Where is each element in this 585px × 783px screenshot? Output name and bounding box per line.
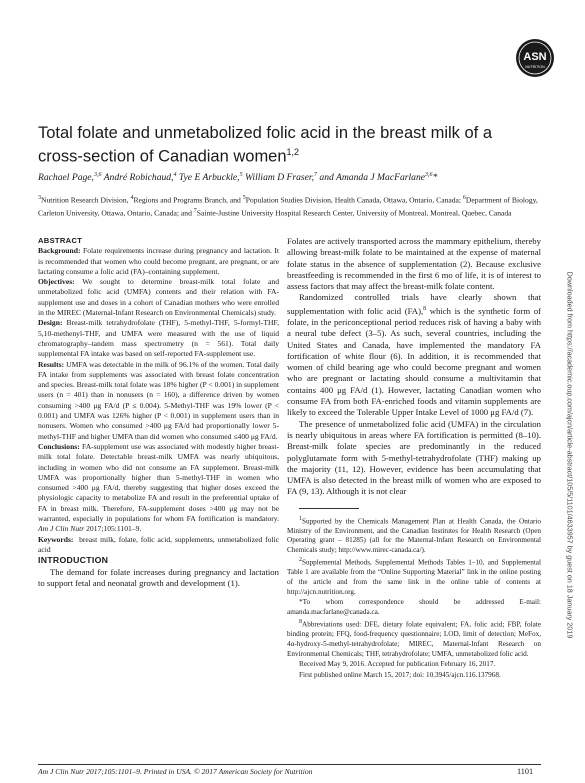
affil-sup: 6 — [462, 195, 466, 201]
abstract-label: Background: — [38, 246, 81, 256]
author-list — [38, 169, 558, 184]
author-affil-sup: 3,6 — [425, 172, 433, 178]
footnotes — [287, 515, 541, 681]
affil-text: Department of Biology, Carleton University, Ottawa, Ontario, Canada; and — [38, 195, 538, 218]
body-text-span: Randomized controlled trials have clearly shown that supplementation with folic acid (FA), — [287, 292, 541, 316]
body-paragraph: The presence of unmetabolized folic acid (UMFA) in the circulation is nearly ubiquitous in areas where FA fortification is permitted (8–10). Breast-milk folate species are predominantly in the reduced polyglutamate form with 5-methyl-tetrahydrofolate (THF) making up the majority (11, 12). However, evidence has been accumulating that UMFA is also detected in the breast milk of women who are exposed to FA (9, 13). Although it is not clear — [287, 418, 541, 497]
introduction — [38, 555, 279, 589]
body-text-span: which is the synthetic form of folate, in the periconceptional period reduces risk of having a baby with a neural tube defect (3–5). As such, several countries, including the United States and Canada, have implemented the mandatory FA fortification of white flour (6). In addition, it is recommended that women of child bearing age who could become pregnant and women who are pregnant or lactating should consume a multivitamin that contains 400 μg FA/d (1). However, lactating Canadian women who consume FA from both FA-enriched foods and vitamin supplements are likely to exceed the Tolerable Upper Intake Level of 1000 μg FA/d (7). — [287, 305, 541, 418]
author-affil-sup: 3,6 — [93, 172, 102, 178]
author-name: Rachael Page, — [38, 172, 94, 184]
abstract-citation: Am J Clin Nutr — [38, 524, 85, 534]
footnote-sup: 1 — [299, 515, 302, 522]
footer-citation — [38, 767, 312, 776]
footnote — [287, 618, 541, 659]
abstract-background — [38, 246, 279, 277]
author-name: André Robichaud, — [103, 172, 174, 184]
abstract — [38, 236, 279, 555]
article-title — [38, 124, 528, 167]
abstract-label: Objectives: — [38, 277, 75, 287]
abstract-label: Design: — [38, 318, 63, 328]
footer-divider — [38, 764, 541, 765]
affiliations — [38, 193, 558, 218]
abstract-citation-rest: 2017;105:1101–9. — [84, 524, 142, 534]
author-name: William D Fraser, — [244, 172, 314, 184]
footer-journal: Am J Clin Nutr — [38, 767, 85, 776]
footnote-text: Abbreviations used: DFE, dietary folate equivalent; FA, folic acid; FBP, folate binding protein; FFQ, food-frequency questionnaire; LOD, limit of detection; MeFox, 4α-hydroxy-5-methyl-tetrahydrofolate; MIREC, Maternal-Infant Research on Environmental Chemicals; THF, tetrahydrofolate; UMFA, unmetabolized folic acid. — [287, 620, 541, 658]
footer-info: 2017;105:1101–9. Printed in USA. © 2017 American Society for Nutrition — [84, 767, 313, 776]
body-paragraph — [287, 292, 541, 418]
affil-sup: 3 — [38, 195, 41, 201]
body-paragraph: The demand for folate increases during pregnancy and lactation to support fetal and neonatal growth and development (1). — [38, 566, 279, 588]
published-note: First published online March 15, 2017; doi: 10.3945/ajcn.116.137968. — [299, 670, 501, 679]
affil-text: Nutrition Research Division, — [41, 195, 131, 205]
author-name: Tye E Arbuckle, — [178, 172, 240, 184]
affil-text: Population Studies Division, Health Canada, Ottawa, Ontario, Canada; — [245, 195, 463, 205]
abstract-results — [38, 360, 279, 442]
footnote-text: *To whom correspondence should be addressed E-mail: amanda.macfarlane@canada.ca. — [287, 598, 541, 616]
abstract-design — [38, 318, 279, 359]
footnote-sup: 2 — [299, 557, 302, 564]
received-note: Received May 9, 2016. Accepted for publication February 16, 2017. — [299, 660, 496, 669]
abstract-objectives — [38, 277, 279, 318]
footnote — [287, 515, 541, 556]
footnote — [287, 598, 541, 617]
logo-text: ASN — [523, 51, 547, 63]
abstract-label: Conclusions: — [38, 441, 80, 451]
left-column — [38, 236, 279, 589]
page-number: 1101 — [517, 767, 534, 776]
footnote-sup: 8 — [299, 619, 302, 626]
abstract-text: UMFA was detectable in the milk of 96.1% of the women. Total daily FA intake from supplements was associated with breast folate concentration and species. Breast-milk total folate was 18% higher (P < 0.001) in supplement users (n = 401) than in nonusers (n = 160), a difference driven by women consuming >400 μg FA/d (P ≤ 0.004). 5-Methyl-THF was 19% lower (P < 0.001) and UMFA was 126% higher (P < 0.001) in supplement users than in nonusers. Women who consumed >400 μg FA/d had proportionally lower 5-methyl-THF and higher UMFA than did women who consumed ≤400 μg FA/d. — [38, 359, 279, 441]
affil-text: Sainte-Justine University Hospital Research Center, University of Montreal, Montreal, Quebec, Canada — [196, 208, 512, 218]
logo-subtext: NUTRITION — [525, 65, 545, 69]
keywords-text: breast milk, folate, folic acid, supplements, unmetabolized folic acid — [38, 534, 280, 554]
title-text: Total folate and unmetabolized folic acid in the breast milk of a cross-section of Canadian women — [38, 124, 493, 166]
abstract-heading: ABSTRACT — [38, 236, 83, 245]
abstract-conclusions — [38, 442, 279, 535]
author-affil-sup: 7 — [314, 172, 317, 178]
abstract-text: Breast-milk tetrahydrofolate (THF), 5-methyl-THF, 5-formyl-THF, 5,10-methenyl-THF, and UMFA were measured with the use of liquid chromatography–tandem mass spectrometry (n = 561). Total daily supplemental FA intake was based on self-reported FA-supplement use. — [38, 318, 279, 359]
body-paragraph: Folates are actively transported across the mammary epithelium, thereby allowing breast-milk folate to be maintained at the expense of maternal folate status in the absence of supplementation (2). Because exclusive breastfeeding is recommended in the first 6 mo of life, it is of interest to assess factors that may affect the breast-milk folate content. — [287, 236, 541, 292]
affil-sup: 4 — [130, 195, 134, 201]
author-affil-sup: 4 — [173, 172, 177, 178]
asn-logo-icon — [515, 38, 555, 78]
affil-sup: 7 — [193, 207, 197, 214]
download-sidebar — [563, 150, 577, 760]
corresponding-mark: * — [432, 172, 438, 184]
abstract-text: FA-supplement use was associated with modestly higher breast-milk total folate. Detectable breast-milk UMFA was nearly ubiquitous, including in women who did not consume an FA supplement. Breast-milk UMFA was proportionally higher than 5-methyl-THF in women who consumed >400 μg FA/d, thereby suggesting that higher doses exceed the physiologic capacity to metabolize FA and result in the preferential uptake of FA in breast milk. Therefore, FA-supplement doses >400 μg may not be warranted, especially in populations for whom FA fortification is mandatory. — [38, 441, 279, 524]
keywords-label: Keywords: — [38, 534, 74, 544]
body-text — [287, 236, 541, 498]
footnote-divider — [299, 508, 359, 509]
abstract-text: We sought to determine breast-milk total folate and unmetabolized folic acid (UMFA) contents and their relation with FA-supplement use and doses in a cohort of Canadian mothers who were enrolled in the MIREC (Maternal-Infant Research on Environmental Chemicals) study. — [38, 277, 279, 318]
affil-sup: 5 — [242, 195, 246, 201]
introduction-heading: INTRODUCTION — [38, 555, 109, 566]
abstract-text: Folate requirements increase during pregnancy and lactation. It is recommended that women who could become pregnant, are pregnant, or are lactating consume a folic acid (FA)–containing supplement. — [38, 246, 279, 276]
footnote — [287, 556, 541, 597]
title-footnote-marks: 1,2 — [286, 147, 300, 157]
footnote-ref: 8 — [423, 305, 427, 312]
keywords — [38, 535, 279, 556]
right-column — [287, 236, 541, 681]
author-name: and Amanda J MacFarlane — [319, 172, 426, 184]
download-note: Downloaded from https://academic.oup.com/ajcn/article-abstract/105/5/1101/4633957 by guest on 18 January 2019 — [565, 271, 575, 639]
abstract-label: Results: — [38, 359, 65, 369]
author-affil-sup: 5 — [239, 172, 243, 178]
footnote-text: Supported by the Chemicals Management Plan at Health Canada, the Ontario Ministry of the Environment, and the Canadian Institutes for Health Research (Open Operating grant – 81285) (all for the Maternal-Infant Research on Environmental Chemicals study; http://www.mirec-canada.ca/). — [287, 517, 541, 554]
footnote-text: Supplemental Methods, Supplemental Methods Tables 1–10, and Supplemental Table 1 are available from the “Online Supporting Material” link in the online posting of the article and from the same link in the online table of contents at http://ajcn.nutrition.org. — [287, 558, 541, 596]
affil-text: Regions and Programs Branch, and — [133, 195, 243, 205]
